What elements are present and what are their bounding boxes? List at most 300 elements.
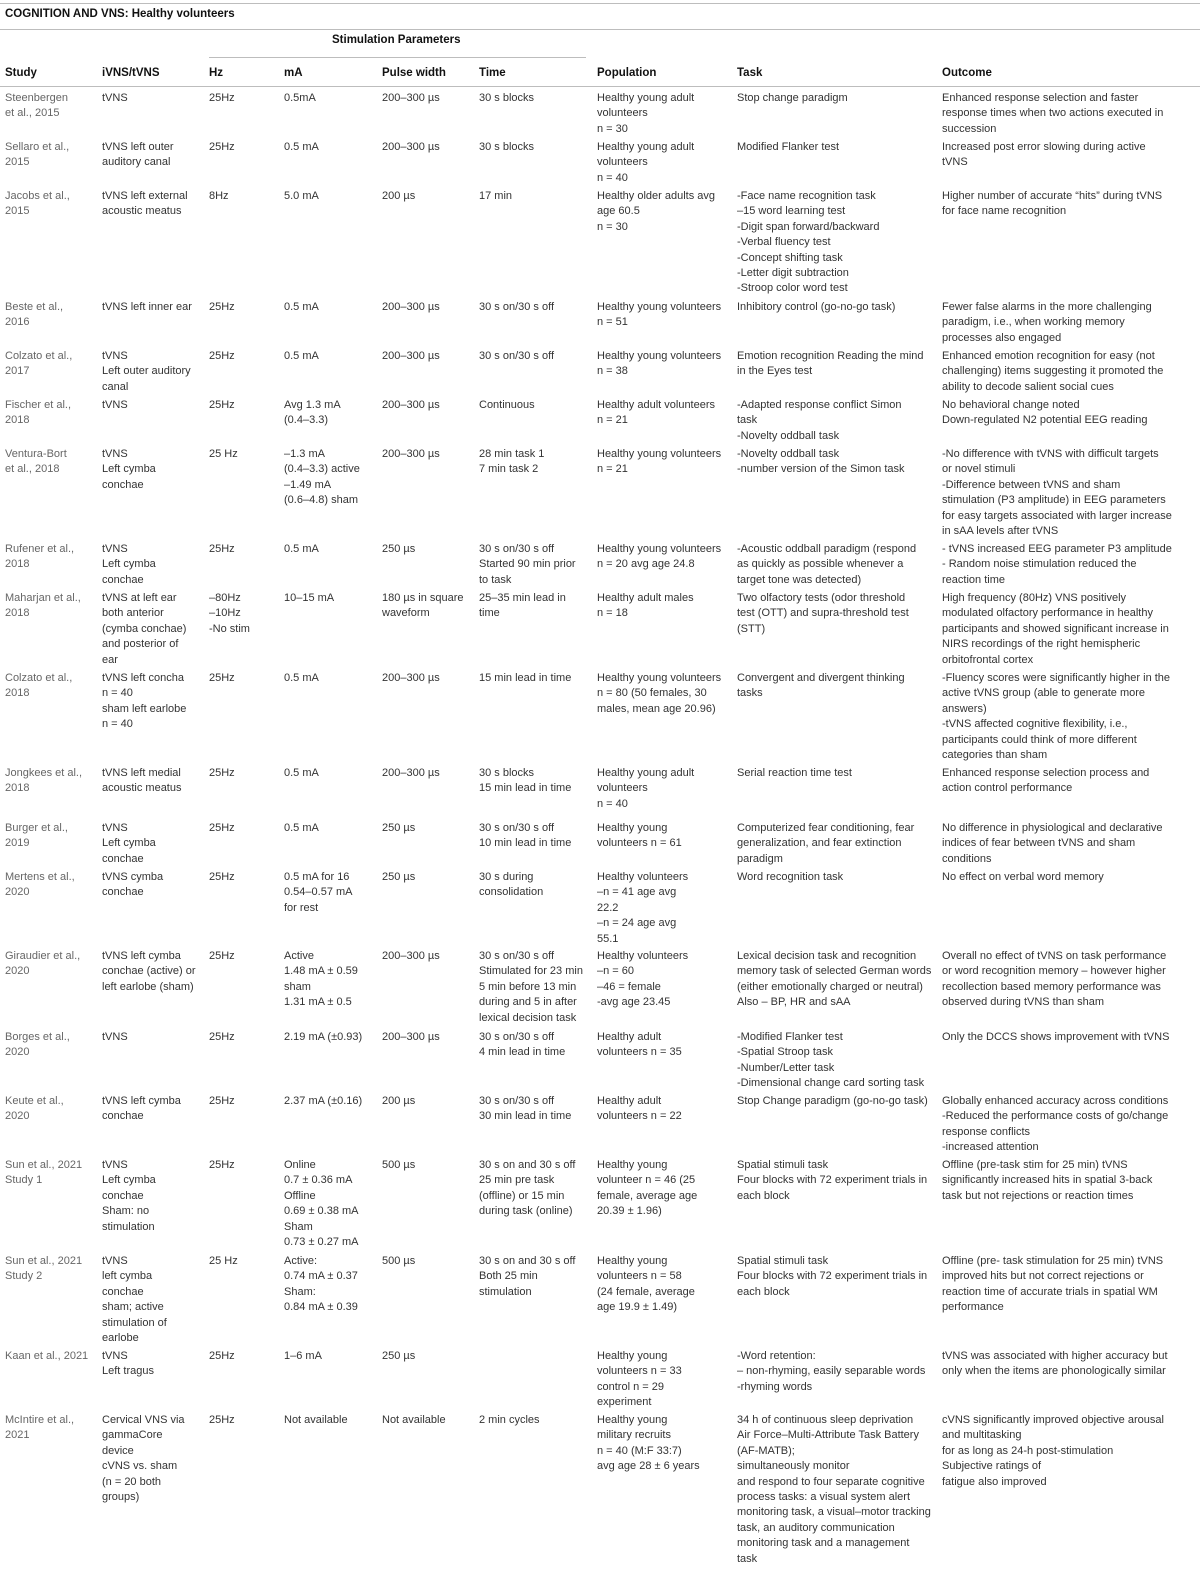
cell-line: and posterior of xyxy=(102,638,179,651)
cell-line: tVNS at left ear xyxy=(102,592,177,604)
cell-pop xyxy=(597,766,694,812)
cell-line: 25Hz xyxy=(209,543,235,555)
cell-line: Healthy adult males xyxy=(597,592,694,604)
cell-pop xyxy=(597,1030,682,1061)
cell-line: Stimulated for 23 min xyxy=(479,965,583,978)
cell-line: task xyxy=(737,414,758,427)
cell-line: tVNS xyxy=(102,822,128,834)
cell-line: process tasks: a visual system alert xyxy=(737,1491,911,1504)
cell-line: Globally enhanced accuracy across conditions xyxy=(942,1095,1169,1107)
cell-line: volunteers n = 22 xyxy=(597,1110,682,1123)
stimulation-parameters-header: Stimulation Parameters xyxy=(332,34,461,46)
cell-line: tVNS xyxy=(102,543,128,555)
cell-task xyxy=(737,949,931,1011)
cell-line: High frequency (80Hz) VNS positively xyxy=(942,592,1127,604)
cell-time xyxy=(479,91,534,106)
cell-line: Subjective ratings of xyxy=(942,1460,1042,1473)
cell-study xyxy=(5,140,69,171)
cell-line: tVNS xyxy=(102,92,128,104)
cell-line: 30 s on/30 s off xyxy=(479,1095,555,1107)
cell-time xyxy=(479,542,576,588)
cell-line: Left cymba xyxy=(102,837,156,850)
cell-outcome xyxy=(942,349,1163,395)
cell-pop xyxy=(597,542,721,573)
cell-line: 25–35 min lead in xyxy=(479,592,566,604)
cell-study xyxy=(5,671,72,702)
cell-line: 25Hz xyxy=(209,871,235,883)
cell-line: Rufener et al., xyxy=(5,543,75,555)
cell-line: 30 s blocks xyxy=(479,767,535,779)
cell-outcome xyxy=(942,766,1149,797)
cell-vns xyxy=(102,300,192,315)
cell-line: consolidation xyxy=(479,886,544,899)
cell-line: Active: xyxy=(284,1255,318,1267)
cell-line: volunteers n = 61 xyxy=(597,837,682,850)
cell-line: canal xyxy=(102,380,129,393)
cell-ma xyxy=(284,398,341,429)
cell-ma xyxy=(284,766,319,781)
cell-pop xyxy=(597,591,694,622)
cell-line: 30 s on/30 s off xyxy=(479,822,555,834)
cell-study xyxy=(5,1254,82,1285)
cell-hz xyxy=(209,189,229,204)
cell-line: active tVNS group (able to generate more xyxy=(942,687,1146,700)
cell-pw xyxy=(382,300,440,315)
cell-line: 2015 xyxy=(5,205,30,218)
cell-line: Healthy adult xyxy=(597,1031,662,1043)
cell-line: 0.5 mA xyxy=(284,543,319,555)
cell-line: conchae (active) or xyxy=(102,965,196,978)
cell-line: Healthy young adult xyxy=(597,92,695,104)
cell-line: Air Force–Multi-Attribute Task Battery xyxy=(737,1429,919,1442)
cell-pw xyxy=(382,1158,415,1173)
cell-ma xyxy=(284,1094,362,1109)
cell-line: memory task of selected German words xyxy=(737,965,932,978)
cell-line: tVNS xyxy=(942,156,968,169)
cell-line: Both 25 min xyxy=(479,1270,538,1283)
cell-line: 2.37 mA (±0.16) xyxy=(284,1095,363,1107)
cell-line: 250 µs xyxy=(382,1350,416,1362)
cell-task xyxy=(737,671,905,702)
cell-line: n = 40 xyxy=(597,797,628,810)
cell-vns xyxy=(102,1030,128,1045)
cell-line: 34 h of continuous sleep deprivation xyxy=(737,1414,914,1426)
column-header-task: Task xyxy=(737,67,763,79)
cell-line: Four blocks with 72 experiment trials in xyxy=(737,1270,928,1283)
cell-line: (cymba conchae) xyxy=(102,622,187,635)
cell-line: Left cymba xyxy=(102,1174,156,1187)
cell-line: (0.4–3.3) active xyxy=(284,463,360,476)
cell-study xyxy=(5,300,63,331)
cell-line: Kaan et al., 2021 xyxy=(5,1350,89,1362)
cell-line: volunteers n = 58 xyxy=(597,1270,682,1283)
cell-line: Healthy volunteers xyxy=(597,950,689,962)
cell-line: 28 min task 1 xyxy=(479,448,545,460)
cell-line: 2018 xyxy=(5,607,30,620)
cell-task xyxy=(737,1413,931,1567)
cell-hz xyxy=(209,140,235,155)
cell-outcome xyxy=(942,300,1152,346)
cell-line: tVNS xyxy=(102,1031,128,1043)
cell-pop xyxy=(597,1158,697,1220)
cell-line: 500 µs xyxy=(382,1255,416,1267)
cell-line: Beste et al., xyxy=(5,301,64,313)
cell-vns xyxy=(102,671,186,733)
cell-line: earlobe xyxy=(102,1332,139,1345)
cell-line: 200–300 µs xyxy=(382,1031,440,1043)
cell-line: and respond to four separate cognitive xyxy=(737,1475,925,1488)
cell-line: 2019 xyxy=(5,837,30,850)
cell-line: –10Hz xyxy=(209,607,241,620)
cell-vns xyxy=(102,1254,167,1346)
cell-line: -Difference between tVNS and sham xyxy=(942,478,1121,491)
cell-line: Study 2 xyxy=(5,1270,43,1283)
cell-line: (offline) or 15 min xyxy=(479,1189,565,1202)
cell-vns xyxy=(102,1413,185,1505)
cell-ma xyxy=(284,542,319,557)
cell-line: –80Hz xyxy=(209,592,241,604)
cell-pop xyxy=(597,1094,682,1125)
cell-line: et al., 2015 xyxy=(5,107,60,120)
cell-line: 2020 xyxy=(5,965,30,978)
cell-line: McIntire et al., xyxy=(5,1414,75,1426)
cell-line: Word recognition task xyxy=(737,871,844,883)
cell-ma xyxy=(284,91,316,106)
cell-hz xyxy=(209,542,235,557)
cell-line: volunteers xyxy=(597,107,648,120)
cell-line: 25Hz xyxy=(209,1159,235,1171)
cell-line: 0.5 mA xyxy=(284,350,319,362)
cell-study xyxy=(5,766,82,797)
cell-line: 0.5 mA xyxy=(284,767,319,779)
cell-line: 25 Hz xyxy=(209,448,238,460)
cell-line: -tVNS affected cognitive flexibility, i.e., xyxy=(942,718,1128,731)
cell-pw xyxy=(382,1254,415,1269)
column-header-pw: Pulse width xyxy=(382,67,446,79)
cell-line: -Face name recognition task xyxy=(737,190,876,202)
cell-line: recollection based memory performance was xyxy=(942,980,1161,993)
cell-line: 25Hz xyxy=(209,767,235,779)
cell-line: -No stim xyxy=(209,622,250,635)
cell-outcome xyxy=(942,542,1172,588)
cell-line: No difference in physiological and declarative xyxy=(942,822,1163,834)
cell-line: -Spatial Stroop task xyxy=(737,1046,833,1059)
cell-outcome xyxy=(942,140,1146,171)
cell-pop xyxy=(597,821,682,852)
cell-ma xyxy=(284,189,319,204)
cell-line: tVNS xyxy=(102,448,128,460)
cell-line: stimulation xyxy=(479,1285,532,1298)
cell-line: 180 µs in square xyxy=(382,592,464,604)
cell-task xyxy=(737,349,924,380)
cell-line: groups) xyxy=(102,1491,140,1504)
cell-line: Serial reaction time test xyxy=(737,767,852,779)
cell-line: Sham: xyxy=(284,1285,316,1298)
cell-line: 200–300 µs xyxy=(382,672,440,684)
cell-line: tVNS left inner ear xyxy=(102,301,192,313)
cell-line: -Reduced the performance costs of go/change xyxy=(942,1110,1169,1123)
cell-vns xyxy=(102,1094,181,1125)
cell-line: -Dimensional change card sorting task xyxy=(737,1077,925,1090)
cell-hz xyxy=(209,91,235,106)
cell-line: tVNS xyxy=(102,399,128,411)
cell-line: processes also engaged xyxy=(942,331,1062,344)
cell-line: -Adapted response conflict Simon xyxy=(737,399,902,411)
cell-line: tVNS was associated with higher accuracy but xyxy=(942,1350,1168,1362)
cell-line: 2020 xyxy=(5,1110,30,1123)
cell-line: ability to decode salient social cues xyxy=(942,380,1114,393)
cell-line: Jongkees et al., xyxy=(5,767,83,779)
table-title: COGNITION AND VNS: Healthy volunteers xyxy=(5,8,235,20)
cell-line: tVNS left cymba xyxy=(102,950,181,962)
cell-line: n = 40 xyxy=(102,687,133,700)
cell-line: 2.19 mA (±0.93) xyxy=(284,1031,363,1043)
cell-hz xyxy=(209,300,235,315)
cell-line: experiment xyxy=(597,1396,652,1409)
cell-line: Healthy young volunteers xyxy=(597,448,722,460)
cell-pw xyxy=(382,949,440,964)
cell-line: auditory canal xyxy=(102,156,171,169)
cell-line: during and 5 in after xyxy=(479,996,577,1009)
cell-line: tVNS left external xyxy=(102,190,188,202)
cell-line: Also – BP, HR and sAA xyxy=(737,996,851,1009)
cell-ma xyxy=(284,821,319,836)
cell-pw xyxy=(382,349,440,364)
cell-line: - Random noise stimulation reduced the xyxy=(942,558,1137,571)
cell-line: simultaneously monitor xyxy=(737,1460,850,1473)
cell-line: 25Hz xyxy=(209,92,235,104)
cell-line: 250 µs xyxy=(382,871,416,883)
cell-line: Healthy volunteers xyxy=(597,871,689,883)
cell-line: –1.3 mA xyxy=(284,448,325,460)
cell-task xyxy=(737,821,914,867)
cell-line: for face name recognition xyxy=(942,205,1067,218)
cell-outcome xyxy=(942,189,1162,220)
cell-line: during task (online) xyxy=(479,1205,573,1218)
cell-line: et al., 2018 xyxy=(5,463,60,476)
cell-line: -Verbal fluency test xyxy=(737,236,831,249)
cell-time xyxy=(479,300,554,315)
cell-line: Healthy adult xyxy=(597,1095,662,1107)
cell-line: significantly increased hits in spatial 3-back xyxy=(942,1174,1153,1187)
cell-line: task xyxy=(737,1552,758,1565)
cell-line: volunteers n = 35 xyxy=(597,1046,682,1059)
cell-line: Enhanced emotion recognition for easy (not xyxy=(942,350,1155,362)
cell-line: Healthy young volunteers xyxy=(597,301,722,313)
cell-pop xyxy=(597,300,721,331)
cell-line: response times when two actions executed in xyxy=(942,107,1164,120)
cell-line: control n = 29 xyxy=(597,1380,664,1393)
cell-line: Online xyxy=(284,1159,316,1171)
cell-line: volunteers n = 33 xyxy=(597,1365,682,1378)
cell-outcome xyxy=(942,91,1163,137)
cell-line: for as long as 24-h post-stimulation xyxy=(942,1444,1114,1457)
cell-line: for easy targets associated with larger increase xyxy=(942,509,1172,522)
cell-line: improved hits but not correct rejections or xyxy=(942,1270,1144,1283)
cell-line: 25 Hz xyxy=(209,1255,238,1267)
cell-line: sham; active xyxy=(102,1301,164,1314)
cell-pop xyxy=(597,949,688,1011)
cell-line: time xyxy=(479,607,500,620)
cell-line: 200–300 µs xyxy=(382,950,440,962)
cell-line: -Letter digit subtraction xyxy=(737,267,849,280)
cell-line: -Modified Flanker test xyxy=(737,1031,843,1043)
cell-line: only when the items are phonologically similar xyxy=(942,1365,1166,1378)
cell-task xyxy=(737,398,901,444)
cell-line: reaction time xyxy=(942,573,1005,586)
cell-line: conchae xyxy=(102,852,144,865)
cell-pop xyxy=(597,398,715,429)
cell-line: participants and showed significant increase in xyxy=(942,622,1169,635)
cell-line: -avg age 23.45 xyxy=(597,996,671,1009)
cell-line: 200–300 µs xyxy=(382,141,440,153)
cell-hz xyxy=(209,349,235,364)
cell-line: (AF-MATB); xyxy=(737,1444,795,1457)
cell-time xyxy=(479,766,571,797)
cell-time xyxy=(479,349,554,364)
cell-ma xyxy=(284,300,319,315)
cell-line: for rest xyxy=(284,901,319,914)
cell-line: 30 s blocks xyxy=(479,141,535,153)
cell-line: conchae xyxy=(102,573,144,586)
cell-pw xyxy=(382,591,464,622)
cell-line: -Digit span forward/backward xyxy=(737,220,880,233)
cell-line: -Number/Letter task xyxy=(737,1061,835,1074)
cell-line: 55.1 xyxy=(597,932,619,945)
cell-task xyxy=(737,1094,928,1109)
cell-line: 0.73 ± 0.27 mA xyxy=(284,1236,359,1249)
cell-line: indices of fear between tVNS and sham xyxy=(942,837,1136,850)
cell-line: 2021 xyxy=(5,1429,30,1442)
cell-line: 500 µs xyxy=(382,1159,416,1171)
cell-line: n = 21 xyxy=(597,463,628,476)
cell-line: Healthy young xyxy=(597,1350,668,1362)
cell-line: (24 female, average xyxy=(597,1285,695,1298)
column-header-vns: iVNS/tVNS xyxy=(102,67,160,79)
cell-line: 30 s on/30 s off xyxy=(479,1031,555,1043)
cell-pw xyxy=(382,398,440,413)
cell-line: 30 min lead in time xyxy=(479,1110,572,1123)
cell-study xyxy=(5,949,80,980)
cell-line: 30 s on and 30 s off xyxy=(479,1159,576,1171)
cell-line: Lexical decision task and recognition xyxy=(737,950,917,962)
cell-hz xyxy=(209,870,235,885)
cell-line: Sham xyxy=(284,1220,313,1233)
cell-line: 10 min lead in time xyxy=(479,837,572,850)
cell-line: Healthy young xyxy=(597,1255,668,1267)
cell-line: task, an auditory communication xyxy=(737,1521,895,1534)
cell-outcome xyxy=(942,870,1104,885)
cell-time xyxy=(479,1030,565,1061)
cell-line: (n = 20 both xyxy=(102,1475,162,1488)
cell-pw xyxy=(382,671,440,686)
cell-line: 200–300 µs xyxy=(382,399,440,411)
cell-line: Computerized fear conditioning, fear xyxy=(737,822,915,834)
cell-line: 30 s on/30 s off xyxy=(479,350,555,362)
cell-line: categories than sham xyxy=(942,749,1048,762)
cell-line: 15 min lead in time xyxy=(479,672,572,684)
cell-time xyxy=(479,447,544,478)
cell-line: device xyxy=(102,1444,134,1457)
cell-task xyxy=(737,591,909,637)
cell-line: volunteers xyxy=(597,156,648,169)
cell-vns xyxy=(102,189,188,220)
cell-line: 250 µs xyxy=(382,822,416,834)
cell-line: Avg 1.3 mA xyxy=(284,399,341,411)
cell-line: lexical decision task xyxy=(479,1011,577,1024)
cell-line: 4 min lead in time xyxy=(479,1046,566,1059)
cell-line: Jacobs et al., xyxy=(5,190,70,202)
cell-line: and multitasking xyxy=(942,1429,1022,1442)
cell-line: 2020 xyxy=(5,886,30,899)
cell-time xyxy=(479,398,535,413)
cell-line: monitoring task, a visual–motor tracking xyxy=(737,1506,931,1519)
cell-line: Fewer false alarms in the more challenging xyxy=(942,301,1152,313)
cell-line: Colzato et al., xyxy=(5,672,73,684)
cell-line: Spatial stimuli task xyxy=(737,1255,829,1267)
cell-line: 25Hz xyxy=(209,1031,235,1043)
cell-line: target tone was detected) xyxy=(737,573,862,586)
cell-line: Steenbergen xyxy=(5,92,68,104)
cell-line: 25Hz xyxy=(209,399,235,411)
cell-line: acoustic meatus xyxy=(102,205,182,218)
cell-task xyxy=(737,300,895,315)
divider xyxy=(209,57,586,58)
cell-line: Sun et al., 2021 xyxy=(5,1159,83,1171)
cell-line: reaction time of accurate trials in spatial WM xyxy=(942,1285,1158,1298)
cell-study xyxy=(5,1349,88,1364)
cell-line: tVNS xyxy=(102,1255,128,1267)
cell-line: 30 s on/30 s off xyxy=(479,950,555,962)
cell-line: Inhibitory control (go-no-go task) xyxy=(737,301,896,313)
cell-line: Offline (pre-task stim for 25 min) tVNS xyxy=(942,1159,1128,1171)
cell-line: sham left earlobe xyxy=(102,702,187,715)
cell-line: age 60.5 xyxy=(597,205,640,218)
cell-time xyxy=(479,189,512,204)
cell-line: –1.49 mA xyxy=(284,478,332,491)
cell-line: Continuous xyxy=(479,399,535,411)
cell-line: Enhanced response selection process and xyxy=(942,767,1150,779)
cell-task xyxy=(737,447,905,478)
cell-line: Healthy young xyxy=(597,822,668,834)
cell-outcome xyxy=(942,1413,1164,1490)
cell-study xyxy=(5,1413,74,1444)
cell-line: Four blocks with 72 experiment trials in xyxy=(737,1174,928,1187)
cell-ma xyxy=(284,1158,359,1250)
cell-study xyxy=(5,821,68,852)
cell-line: ear xyxy=(102,653,118,666)
cell-pw xyxy=(382,542,415,557)
cell-line: or novel stimuli xyxy=(942,463,1016,476)
cell-line: tVNS left cymba xyxy=(102,1095,181,1107)
cell-study xyxy=(5,447,67,478)
cell-line: tVNS xyxy=(102,1350,128,1362)
cell-task xyxy=(737,1349,925,1395)
cell-line: task but not rejections or reaction times xyxy=(942,1189,1134,1202)
cell-task xyxy=(737,1254,927,1300)
cell-line: 200–300 µs xyxy=(382,767,440,779)
cell-line: 30 s on/30 s off xyxy=(479,543,555,555)
cell-line: n = 20 avg age 24.8 xyxy=(597,558,695,571)
cell-line: Enhanced response selection and faster xyxy=(942,92,1139,104)
cell-task xyxy=(737,766,852,781)
cell-ma xyxy=(284,671,319,686)
cell-line: Healthy adult volunteers xyxy=(597,399,716,411)
cell-line: tVNS xyxy=(102,350,128,362)
cell-line: or word recognition memory – however higher xyxy=(942,965,1166,978)
cell-line: Borges et al., xyxy=(5,1031,70,1043)
cell-line: conchae xyxy=(102,1110,144,1123)
